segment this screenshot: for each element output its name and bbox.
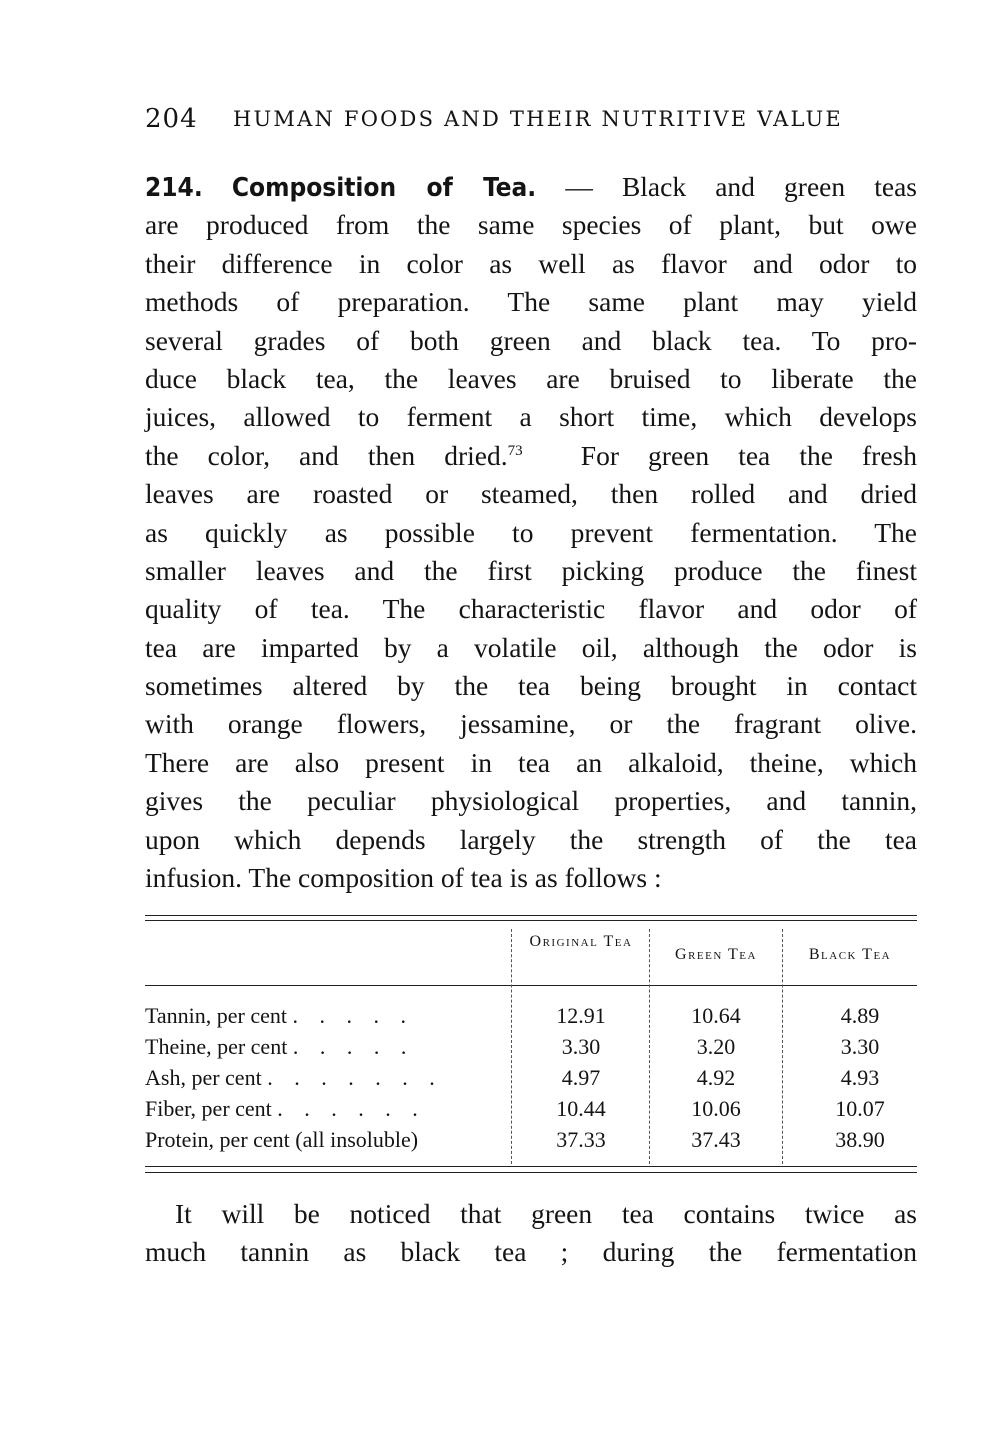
cell-original: 12.91 xyxy=(556,1003,606,1028)
paragraph-line: leaves are roasted or steamed, then rolled and dried xyxy=(145,478,917,510)
cell-black: 4.93 xyxy=(840,1065,880,1090)
table-row xyxy=(145,1127,917,1158)
header-black-tea: Black Tea xyxy=(808,946,892,963)
section-title: Composition of Tea. xyxy=(231,173,537,203)
composition-table xyxy=(145,915,917,1175)
cell-original: 10.44 xyxy=(556,1096,606,1121)
paragraph-line-text: For green tea the fresh xyxy=(580,439,917,471)
paragraph-line: with orange flowers, jessamine, or the fragrant olive. xyxy=(145,708,917,740)
leader-dots: . . . . . xyxy=(292,1003,415,1028)
cell-green: 4.92 xyxy=(696,1065,736,1090)
cell-black: 38.90 xyxy=(835,1127,885,1152)
paragraph-line: their difference in color as well as flavor and odor to xyxy=(145,247,917,279)
table-top-rule-inner xyxy=(145,920,917,921)
running-header xyxy=(145,104,915,140)
leader-dots: . . . . . xyxy=(292,1034,415,1059)
header-green-tea: Green Tea xyxy=(675,946,757,963)
table-top-rule xyxy=(145,915,917,916)
row-label-text: Protein, per cent (all insoluble) xyxy=(145,1127,419,1152)
paragraph-line: duce black tea, the leaves are bruised to liberate the xyxy=(145,362,917,394)
table-bottom-rule xyxy=(145,1166,917,1167)
section-number: 214. xyxy=(145,173,203,203)
cell-original: 3.30 xyxy=(561,1034,601,1059)
table-row xyxy=(145,1034,917,1065)
table-row xyxy=(145,1065,917,1096)
row-label-text: Tannin, per cent xyxy=(145,1003,288,1028)
running-title: HUMAN FOODS AND THEIR NUTRITIVE VALUE xyxy=(233,107,843,131)
leader-dots: . . . . . . . xyxy=(267,1065,443,1090)
cell-green: 10.06 xyxy=(691,1096,741,1121)
cell-original: 4.97 xyxy=(561,1065,601,1090)
paragraph-line: several grades of both green and black tea. To pro- xyxy=(145,324,917,356)
row-label-text: Theine, per cent xyxy=(145,1034,288,1059)
following-paragraph xyxy=(145,1195,917,1272)
paragraph-line: It will be noticed that green tea contains twice as xyxy=(175,1198,917,1229)
cell-original: 37.33 xyxy=(556,1127,606,1152)
paragraph-line: tea are imparted by a volatile oil, although the odor is xyxy=(145,631,917,663)
footnote-reference[interactable]: 73 xyxy=(507,442,523,459)
leader-dots: . . . . . . xyxy=(277,1096,426,1121)
paragraph-line: gives the peculiar physiological properties, and tannin, xyxy=(145,785,917,817)
row-label xyxy=(145,1096,426,1122)
cell-black: 4.89 xyxy=(840,1003,880,1028)
paragraph-line: There are also present in tea an alkaloid, theine, which xyxy=(145,746,917,778)
paragraph-line: are produced from the same species of plant, but owe xyxy=(145,209,917,241)
paragraph-line: upon which depends largely the strength of the tea xyxy=(145,823,917,855)
paragraph-line: infusion. The composition of tea is as follows : xyxy=(145,862,662,894)
row-label xyxy=(145,1065,443,1091)
row-label-text: Ash, per cent xyxy=(145,1065,262,1090)
table-row xyxy=(145,1003,917,1034)
cell-green: 37.43 xyxy=(691,1127,741,1152)
paragraph-line: juices, allowed to ferment a short time, which develops xyxy=(145,401,917,433)
cell-black: 3.30 xyxy=(840,1034,880,1059)
header-original-tea: Original Tea xyxy=(529,933,633,950)
paragraph-line-text: Black and green teas xyxy=(621,171,917,202)
table-bottom-rule-inner xyxy=(145,1172,917,1173)
cell-black: 10.07 xyxy=(835,1096,885,1121)
table-header-rule xyxy=(145,985,917,986)
paragraph-line: as quickly as possible to prevent fermentation. The xyxy=(145,516,917,548)
paragraph-line xyxy=(145,168,917,206)
paragraph-line xyxy=(145,437,917,475)
row-label xyxy=(145,1127,418,1153)
paragraph-line-text: the color, and then dried. xyxy=(145,439,508,471)
paragraph-line: much tannin as black tea ; during the fermentation xyxy=(145,1236,917,1268)
paragraph-line: smaller leaves and the first picking produce the finest xyxy=(145,554,917,586)
paragraph-line: methods of preparation. The same plant may yield xyxy=(145,286,917,318)
cell-green: 3.20 xyxy=(696,1034,736,1059)
section-paragraph xyxy=(145,168,917,897)
paragraph-line: sometimes altered by the tea being brought in contact xyxy=(145,670,917,702)
table-row xyxy=(145,1096,917,1127)
page-number: 204 xyxy=(145,104,198,134)
row-label-text: Fiber, per cent xyxy=(145,1096,272,1121)
paragraph-line: quality of tea. The characteristic flavor and odor of xyxy=(145,593,917,625)
em-dash: — xyxy=(565,171,593,202)
row-label xyxy=(145,1003,414,1029)
row-label xyxy=(145,1034,414,1060)
cell-green: 10.64 xyxy=(691,1003,741,1028)
